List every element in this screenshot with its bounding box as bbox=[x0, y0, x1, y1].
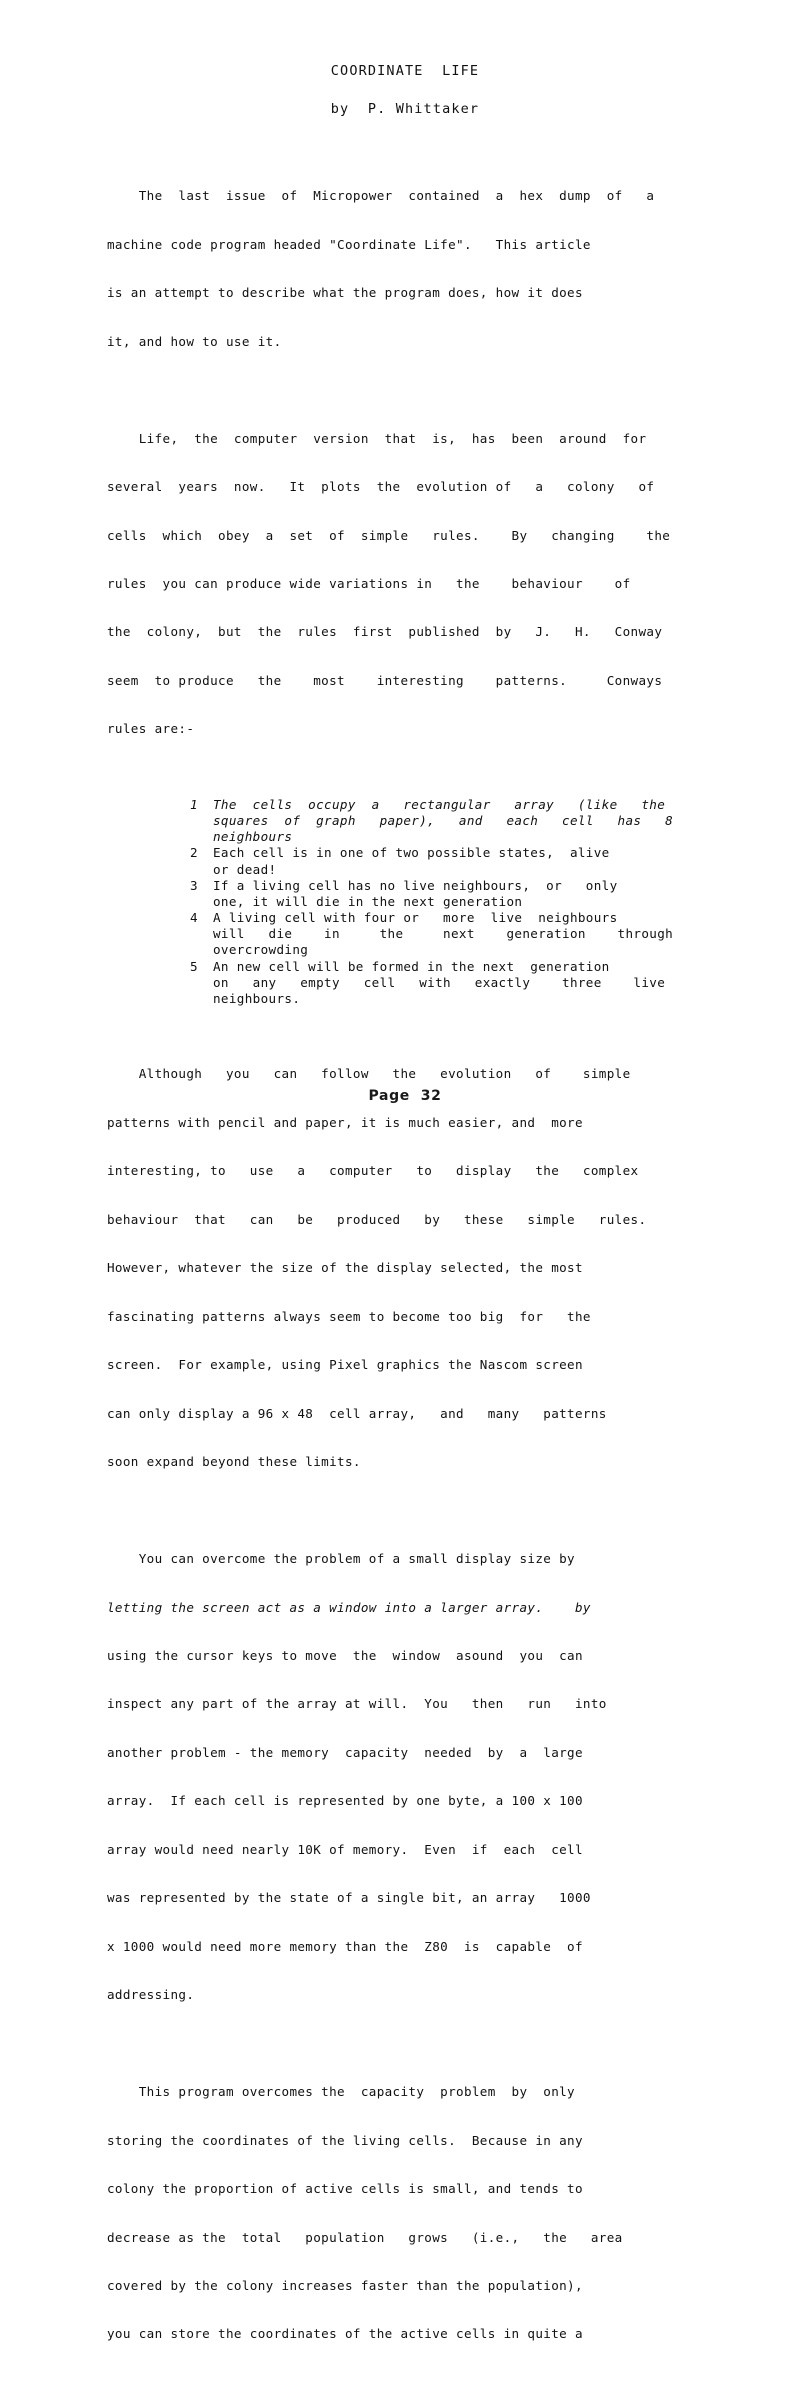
text-line: neighbours bbox=[213, 829, 293, 845]
text-line: The last issue of Micropower contained a hex dump of a bbox=[107, 188, 655, 204]
list-item bbox=[190, 797, 704, 845]
text-line: using the cursor keys to move the window asound you can bbox=[107, 1647, 583, 1663]
text-line: was represented by the state of a single bit, an array 1000 bbox=[107, 1890, 591, 1906]
rule-number: 5 bbox=[190, 958, 198, 974]
text-line: You can overcome the problem of a small display size by bbox=[107, 1551, 575, 1567]
text-line: An new cell will be formed in the next generation bbox=[213, 958, 610, 974]
text-line: will die in the next generation through bbox=[213, 926, 674, 942]
list-item bbox=[190, 878, 704, 910]
text-line: soon expand beyond these limits. bbox=[107, 1454, 361, 1470]
text-line: Life, the computer version that is, has been around for bbox=[107, 430, 647, 446]
page-title: COORDINATE LIFE bbox=[330, 63, 480, 79]
text-line: rules are:- bbox=[107, 721, 195, 737]
rule-number: 1 bbox=[190, 796, 198, 812]
rule-text bbox=[213, 845, 704, 877]
text-line: A living cell with four or more live neighbours bbox=[213, 910, 618, 926]
text-line: fascinating patterns always seem to become too big for the bbox=[107, 1308, 591, 1324]
text-line: interesting, to use a computer to display the complex bbox=[107, 1163, 639, 1179]
text-line: seem to produce the most interesting patterns. Conways bbox=[107, 672, 663, 688]
text-line-italic: letting the screen act as a window into a larger array. by bbox=[107, 1599, 591, 1615]
text-line: several years now. It plots the evolution of a colony of bbox=[107, 479, 655, 495]
text-line: is an attempt to describe what the program does, how it does bbox=[107, 285, 583, 301]
text-line: the colony, but the rules first published by J. H. Conway bbox=[107, 624, 663, 640]
text-line: screen. For example, using Pixel graphics the Nascom screen bbox=[107, 1357, 583, 1373]
text-line: This program overcomes the capacity problem by only bbox=[107, 2084, 575, 2100]
rule-text bbox=[213, 959, 704, 1007]
text-line: behaviour that can be produced by these simple rules. bbox=[107, 1211, 647, 1227]
article-heading bbox=[0, 62, 810, 118]
text-line: decrease as the total population grows (i.e., the area bbox=[107, 2229, 623, 2245]
text-line: storing the coordinates of the living cells. Because in any bbox=[107, 2132, 583, 2148]
rule-text bbox=[213, 797, 704, 845]
text-line: neighbours. bbox=[213, 990, 301, 1006]
text-line: x 1000 would need more memory than the Z80 is capable of bbox=[107, 1938, 583, 1954]
text-line: cells which obey a set of simple rules. By changing the bbox=[107, 527, 671, 543]
text-line: The cells occupy a rectangular array (like the bbox=[213, 796, 666, 812]
text-line: machine code program headed "Coordinate Life". This article bbox=[107, 236, 591, 252]
text-line: patterns with pencil and paper, it is much easier, and more bbox=[107, 1114, 583, 1130]
text-line: overcrowding bbox=[213, 942, 309, 958]
paragraph-display-size bbox=[107, 1034, 704, 1503]
text-line: it, and how to use it. bbox=[107, 333, 282, 349]
text-line: Although you can follow the evolution of simple bbox=[107, 1066, 631, 1082]
rule-number: 3 bbox=[190, 877, 198, 893]
text-line: another problem - the memory capacity needed by a large bbox=[107, 1744, 583, 1760]
text-line: you can store the coordinates of the active cells in quite a bbox=[107, 2326, 583, 2342]
paragraph-window-memory bbox=[107, 1519, 704, 2036]
text-line: Each cell is in one of two possible states, alive bbox=[213, 845, 610, 861]
paragraph-life-overview bbox=[107, 398, 704, 770]
text-line: rules you can produce wide variations in the behaviour of bbox=[107, 576, 631, 591]
text-line: can only display a 96 x 48 cell array, and many patterns bbox=[107, 1405, 607, 1421]
article-body bbox=[107, 156, 704, 2391]
text-line: colony the proportion of active cells is small, and tends to bbox=[107, 2181, 583, 2197]
rule-text bbox=[213, 878, 704, 910]
article-byline: by P. Whittaker bbox=[330, 101, 480, 117]
text-line: array. If each cell is represented by one byte, a 100 x 100 bbox=[107, 1793, 583, 1809]
page-footer bbox=[0, 1085, 810, 1104]
list-item bbox=[190, 910, 704, 958]
text-line: If a living cell has no live neighbours, or only bbox=[213, 877, 618, 893]
page-number: Page 32 bbox=[368, 1088, 442, 1104]
text-line: However, whatever the size of the display selected, the most bbox=[107, 1260, 583, 1276]
paragraph-intro bbox=[107, 156, 704, 382]
text-line: inspect any part of the array at will. You then run into bbox=[107, 1696, 607, 1712]
text-line: addressing. bbox=[107, 1987, 195, 2003]
conway-rules-list bbox=[190, 797, 704, 1007]
text-line: covered by the colony increases faster than the population), bbox=[107, 2278, 583, 2293]
rule-text bbox=[213, 910, 704, 958]
paragraph-coordinate-storage bbox=[107, 2052, 704, 2375]
rule-number: 4 bbox=[190, 910, 198, 926]
text-line: on any empty cell with exactly three live bbox=[213, 974, 666, 990]
text-line: or dead! bbox=[213, 861, 277, 877]
list-item bbox=[190, 959, 704, 1007]
rules-top-spacer bbox=[107, 786, 704, 797]
text-line: array would need nearly 10K of memory. Even if each cell bbox=[107, 1841, 583, 1857]
text-line: squares of graph paper), and each cell has 8 bbox=[213, 813, 674, 829]
list-item bbox=[190, 845, 704, 877]
rule-number: 2 bbox=[190, 845, 198, 861]
rules-bottom-spacer bbox=[107, 1023, 704, 1034]
text-line: one, it will die in the next generation bbox=[213, 893, 523, 909]
